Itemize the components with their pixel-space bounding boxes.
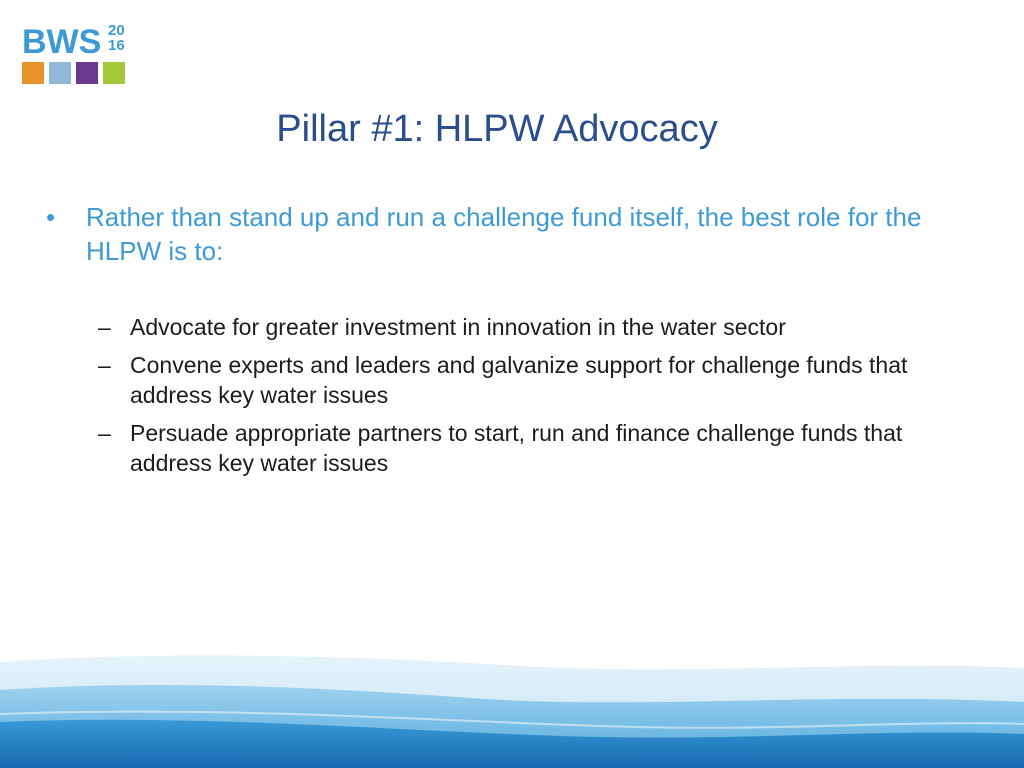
logo-square-orange [22, 62, 44, 84]
sub-bullet-item [98, 418, 968, 478]
logo-square-green [103, 62, 125, 84]
bullet-marker: • [46, 202, 56, 232]
bws-2016-logo [22, 22, 142, 86]
logo-square-purple [76, 62, 98, 84]
sub-bullet-text: Persuade appropriate partners to start, run and finance challenge funds that address key water issues [130, 420, 903, 476]
sub-bullet-item [98, 312, 968, 342]
dash-marker: – [98, 314, 111, 340]
main-bullet [46, 200, 926, 268]
dash-marker: – [98, 420, 111, 446]
logo-year-top: 20 [108, 22, 125, 39]
sub-bullet-item [98, 350, 968, 410]
logo-year [108, 23, 134, 53]
sub-bullet-text: Convene experts and leaders and galvanize support for challenge funds that address key water issues [130, 352, 908, 408]
slide-title: Pillar #1: HLPW Advocacy [276, 108, 718, 150]
sub-bullet-list [98, 312, 968, 486]
main-bullet-text: Rather than stand up and run a challenge fund itself, the best role for the HLPW is to: [86, 202, 922, 266]
logo-color-squares [22, 62, 125, 84]
logo-text: BWS [22, 23, 102, 61]
logo-year-bottom: 16 [108, 37, 125, 54]
dash-marker: – [98, 352, 111, 378]
sub-bullet-text: Advocate for greater investment in innovation in the water sector [130, 314, 786, 340]
water-wave-footer [0, 650, 1024, 768]
logo-square-lightblue [49, 62, 71, 84]
